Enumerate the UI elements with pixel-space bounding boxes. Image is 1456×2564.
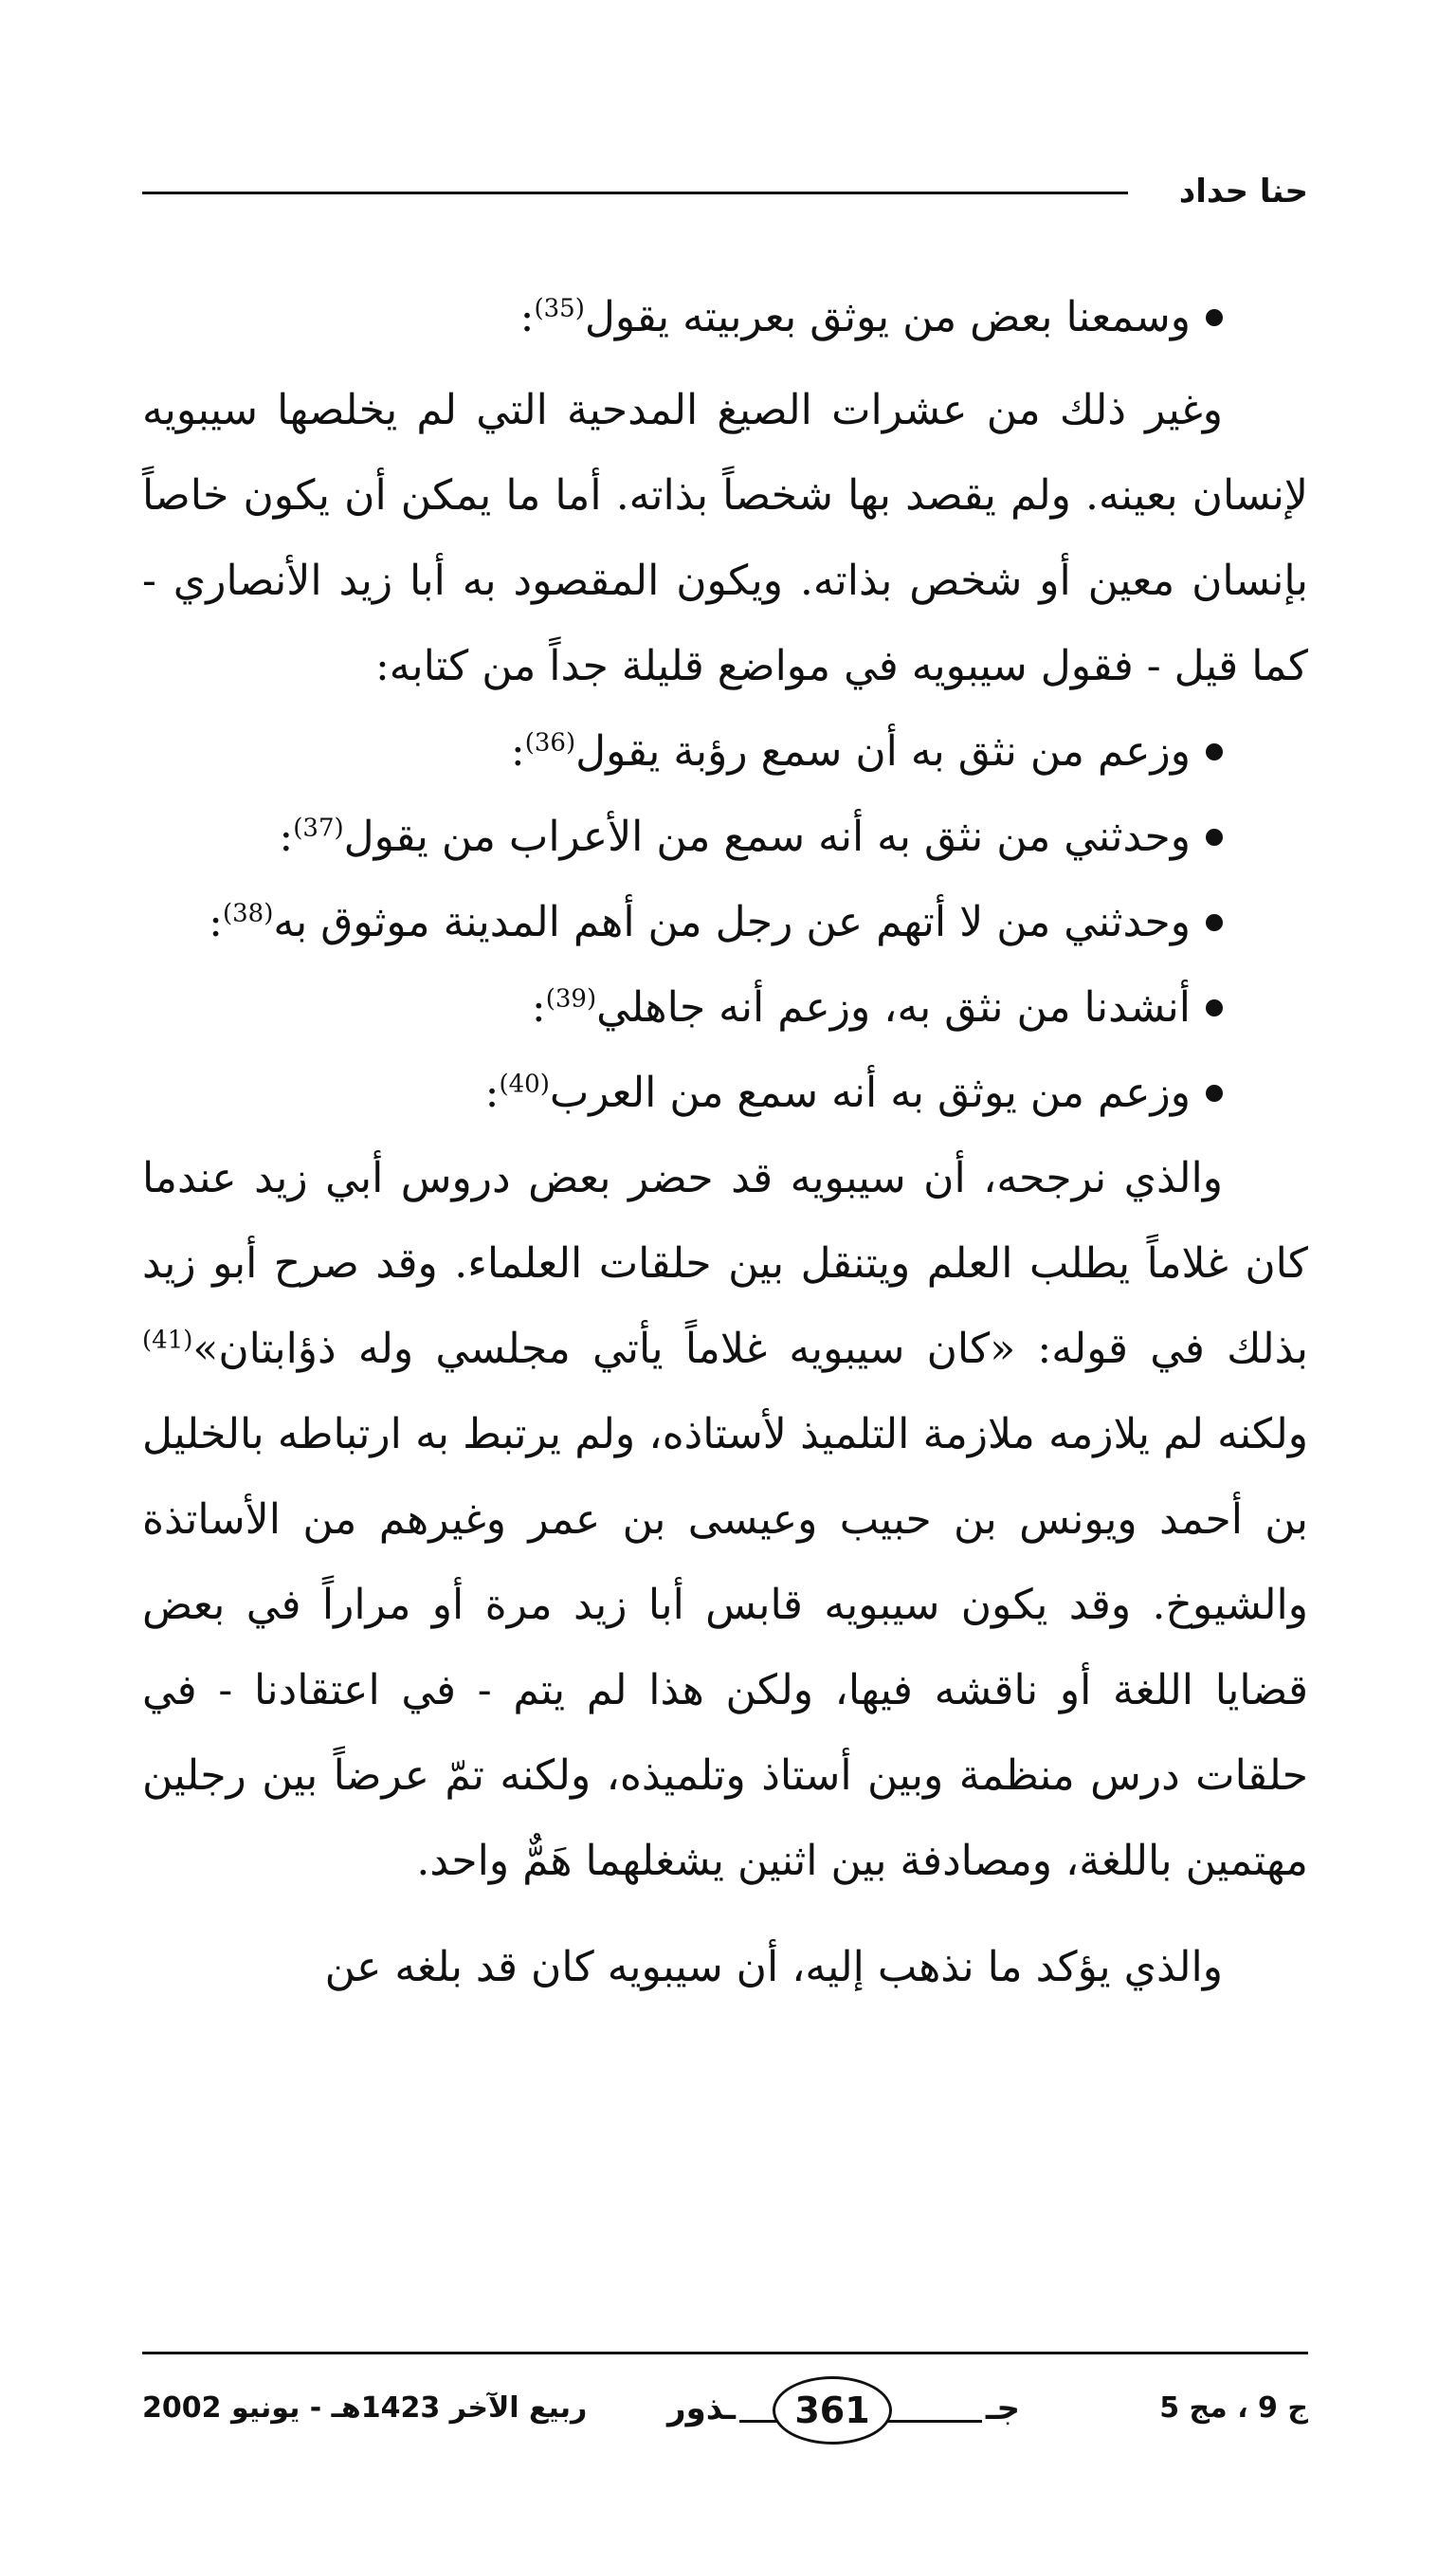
- header-rule: [142, 192, 1128, 194]
- bullet-text: أنشدنا من نثق به، وزعم أنه جاهلي: [596, 983, 1191, 1032]
- bullet-text: وزعم من نثق به أن سمع رؤبة يقول: [575, 727, 1191, 776]
- paragraph-gap: [142, 1904, 1308, 1925]
- bullet-colon: :: [279, 813, 294, 861]
- bullet-dot-icon: [1206, 829, 1223, 846]
- journal-name-left: ـذور: [664, 2380, 739, 2437]
- bullet-text: وزعم من يوثق به أنه سمع من العرب: [549, 1069, 1191, 1117]
- bullet-item-1: [142, 709, 1308, 795]
- running-header: [142, 163, 1308, 220]
- bullet-item-3: [142, 880, 1308, 965]
- page-number: 361: [773, 2376, 892, 2445]
- page-footer: [142, 2352, 1308, 2484]
- footer-issue: ج 9 ، مج 5: [1159, 2391, 1308, 2425]
- bullet-dot-icon: [1206, 743, 1223, 760]
- footnote-ref: (40): [499, 1070, 550, 1099]
- header-author: حنا حداد: [1178, 173, 1308, 211]
- bullet-dot-icon: [1206, 914, 1223, 931]
- journal-logo: [664, 2380, 1024, 2437]
- footnote-ref: (41): [142, 1326, 193, 1355]
- footer-date: ربيع الآخر 1423هـ - يونيو 2002: [142, 2391, 588, 2425]
- bullet-colon: :: [510, 727, 525, 776]
- bullet-colon: :: [519, 293, 535, 341]
- bullet-dot-icon: [1206, 999, 1223, 1016]
- journal-name-right: جـ: [982, 2380, 1024, 2437]
- bullet-item-2: [142, 795, 1308, 880]
- bullet-text: وحدثني من نثق به أنه سمع من الأعراب من يقول: [343, 813, 1191, 861]
- footnote-ref: (36): [524, 728, 576, 758]
- paragraph-2-text-b: ولكنه لم يلازمه ملازمة التلميذ لأستاذه، ولم يرتبط به ارتباطه بالخليل بن أحمد ويونس بن حبيب وعيسى بن عمر وغيرهم من الأساتذة والشيوخ. وقد يكون سيبويه قابس أبا زيد مرة أو مراراً في بعض قضايا اللغة أو ناقشه فيها، ولكن هذا لم يتم - في اعتقادنا - في حلقات درس منظمة وبين أستاذ وتلميذه، ولكنه تمّ عرضاً بين رجلين مهتمين باللغة، ومصادفة بين اثنين يشغلهما هَمٌّ واحد.: [142, 1410, 1308, 1885]
- bullet-item-intro: [142, 275, 1308, 360]
- body-text: [142, 275, 1308, 2010]
- paragraph-2: [142, 1136, 1308, 1904]
- bullet-item-4: [142, 965, 1308, 1051]
- bullet-colon: :: [209, 898, 223, 946]
- bullet-dot-icon: [1206, 1085, 1223, 1102]
- paragraph-1: وغير ذلك من عشرات الصيغ المدحية التي لم يخلصها سيبويه لإنسان بعينه. ولم يقصد بها شخصاً بذاته. أما ما يمكن أن يكون خاصاً بإنسان معين أو شخص بذاته. ويكون المقصود به أبا زيد الأنصاري - كما قيل - فقول سيبويه في مواضع قليلة جداً من كتابه:: [142, 386, 1308, 690]
- bullet-colon: :: [484, 1069, 500, 1117]
- bullet-text: وحدثني من لا أتهم عن رجل من أهم المدينة موثوق به: [273, 898, 1191, 946]
- bullet-text: وسمعنا بعض من يوثق بعربيته يقول: [584, 293, 1191, 341]
- bullet-dot-icon: [1206, 309, 1223, 326]
- footnote-ref: (37): [293, 814, 344, 843]
- footer-rule: [142, 2352, 1308, 2354]
- bullet-colon: :: [531, 983, 546, 1032]
- bullet-item-5: [142, 1051, 1308, 1136]
- paragraph-2-text-a: والذي نرجحه، أن سيبويه قد حضر بعض دروس أبي زيد عندما كان غلاماً يطلب العلم ويتنقل بين حلقات العلماء. وقد صرح أبو زيد بذلك في قوله: «كان سيبويه غلاماً يأتي مجلسي وله ذؤابتان»: [142, 1154, 1308, 1373]
- footnote-ref: (35): [534, 294, 585, 323]
- paragraph-3: والذي يؤكد ما نذهب إليه، أن سيبويه كان قد بلغه عن: [324, 1943, 1223, 1991]
- footnote-ref: (38): [222, 899, 274, 928]
- footnote-ref: (39): [545, 984, 597, 1014]
